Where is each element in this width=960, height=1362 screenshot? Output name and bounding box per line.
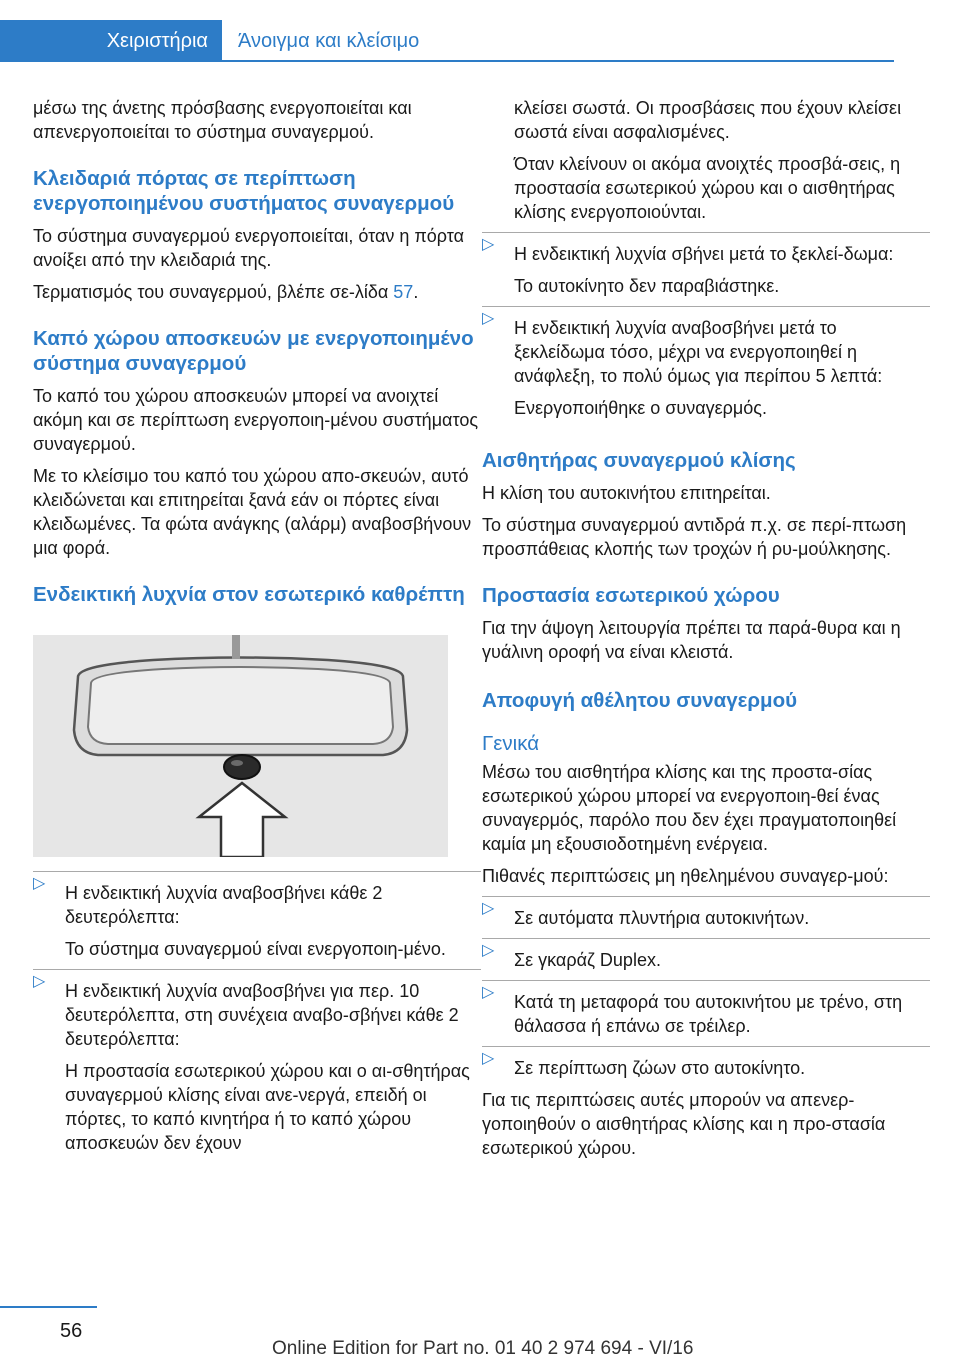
cases-intro-paragraph: Πιθανές περιπτώσεις μη ηθελημένου συναγερ-μού: (482, 866, 889, 886)
list-item-subtext: Η προστασία εσωτερικού χώρου και ο αι-σθητήρας συναγερμού κλίσης είναι ανε-νεργά, επειδή οι πόρτες, το καπό κινητήρα ή το καπό χώρου αποσκευών δεν έχουν (65, 1061, 470, 1153)
mirror-glass (88, 667, 393, 744)
list-item-subtext: Ενεργοποιήθηκε ο συναγερμός. (514, 398, 767, 418)
list-item (33, 871, 481, 961)
arrow-up-icon (199, 783, 285, 857)
triangle-bullet-icon: ▷ (482, 1050, 495, 1067)
list-item (33, 969, 481, 1155)
list-item-text: Η ενδεικτική λυχνία αναβοσβήνει μετά το ξεκλείδωμα τόσο, μέχρι να ενεργοποιηθεί η ανάφλεξη, το πολύ όμως για περίπου 5 λεπτά: (514, 318, 883, 386)
heading-general: Γενικά (482, 732, 540, 755)
list-item-text: Σε αυτόματα πλυντήρια αυτοκινήτων. (514, 908, 810, 928)
list-item-text: Κατά τη μεταφορά του αυτοκινήτου με τρένο, στη θάλασσα ή επάνω σε τρέιλερ. (514, 992, 903, 1036)
lamp-highlight (231, 760, 243, 766)
tilt-paragraph-2: Το σύστημα συναγερμού αντιδρά π.χ. σε περί-πτωση προσπάθειας κλοπής των τροχών ή ρυ-μούλκησης. (482, 515, 907, 559)
trunk-paragraph-1: Το καπό του χώρου αποσκευών μπορεί να ανοιχτεί ακόμη και σε περίπτωση ενεργοποιη-μένου συστήματος συναγερμού. (33, 386, 479, 454)
door-lock-paragraph: Το σύστημα συναγερμού ενεργοποιείται, όταν η πόρτα ανοίξει από την κλειδαριά της. (33, 226, 465, 270)
heading-tilt-sensor: Αισθητήρας συναγερμού κλίσης (482, 449, 796, 472)
unlock-indicator-list (482, 232, 930, 420)
page-reference-link[interactable]: 57 (393, 282, 414, 302)
list-item-text: Η ενδεικτική λυχνία αναβοσβήνει κάθε 2 δευτερόλεπτα: (65, 883, 383, 927)
interior-paragraph: Για την άψογη λειτουργία πρέπει τα παρά-θυρα και η γυάλινη οροφή να είναι κλειστά. (482, 618, 901, 662)
header-divider (222, 60, 894, 62)
rearview-mirror-illustration (33, 635, 448, 857)
continued-paragraph-1: κλείσει σωστά. Οι προσβάσεις που έχουν κλείσει σωστά είναι ασφαλισμένες. (514, 98, 902, 142)
triangle-bullet-icon: ▷ (482, 236, 495, 253)
right-column (482, 96, 930, 1168)
final-paragraph: Για τις περιπτώσεις αυτές μπορούν να απενερ-γοποιηθούν ο αισθητήρας κλίσης και η προ-στασία εσωτερικού χώρου. (482, 1090, 886, 1158)
termination-paragraph (33, 280, 481, 304)
heading-trunk-lid: Καπό χώρου αποσκευών με ενεργοποιημένο σύστημα συναγερμού (33, 327, 474, 375)
mirror-drawing (33, 635, 448, 857)
page-header (0, 20, 900, 62)
triangle-bullet-icon: ▷ (482, 984, 495, 1001)
triangle-bullet-icon: ▷ (482, 942, 495, 959)
chapter-tab[interactable]: Χειριστήρια (0, 20, 222, 62)
trunk-paragraph-2: Με το κλείσιμο του καπό του χώρου απο-σκευών, αυτό κλειδώνεται και επιτηρείται ξανά εάν οι πόρτες είναι κλειδωμένες. Τα φώτα ανάγκης (αλάρμ) αναβοσβήνουν μια φορά. (33, 466, 472, 558)
triangle-bullet-icon: ▷ (482, 310, 495, 327)
false-alarm-cases-list (482, 896, 930, 1080)
list-item-text: Η ενδεικτική λυχνία αναβοσβήνει για περ. 10 δευτερόλεπτα, στη συνέχεια αναβο-σβήνει κάθε 2 δευτερόλεπτα: (65, 981, 459, 1049)
list-item-subtext: Το αυτοκίνητο δεν παραβιάστηκε. (514, 276, 780, 296)
indicator-lamp-icon (224, 755, 260, 779)
list-item (482, 232, 930, 298)
page-number: 56 (60, 1320, 83, 1342)
list-item (482, 896, 930, 930)
left-column (33, 96, 481, 1163)
continued-paragraph-2: Όταν κλείνουν οι ακόμα ανοιχτές προσβά-σεις, η προστασία εσωτερικού χώρου και ο αισθητήρας κλίσης ενεργοποιούνται. (514, 154, 901, 222)
list-item (482, 1046, 930, 1080)
triangle-bullet-icon: ▷ (33, 973, 46, 990)
list-item (482, 938, 930, 972)
general-paragraph: Μέσω του αισθητήρα κλίσης και της προστα-σίας εσωτερικού χώρου μπορεί να ενεργοποιη-θεί ένας συναγερμός, παρόλο που δεν έχει πραγματοποιηθεί καμία μη εξουσιοδοτημένη ενέργεια. (482, 762, 897, 854)
list-item (482, 306, 930, 420)
indicator-lamp-list (33, 871, 481, 1155)
tilt-paragraph-1: Η κλίση του αυτοκινήτου επιτηρείται. (482, 483, 771, 503)
triangle-bullet-icon: ▷ (482, 900, 495, 917)
list-item-text: Σε γκαράζ Duplex. (514, 950, 661, 970)
section-title[interactable]: Άνοιγμα και κλείσιμο (238, 30, 420, 52)
heading-interior-protection: Προστασία εσωτερικού χώρου (482, 584, 780, 607)
intro-paragraph: μέσω της άνετης πρόσβασης ενεργοποιείται και απενεργοποιείται το σύστημα συναγερμού. (33, 98, 412, 142)
triangle-bullet-icon: ▷ (33, 875, 46, 892)
heading-indicator-lamp: Ενδεικτική λυχνία στον εσωτερικό καθρέπτη (33, 583, 465, 606)
heading-avoid-false-alarm: Αποφυγή αθέλητου συναγερμού (482, 689, 798, 712)
footer-divider (0, 1306, 97, 1308)
list-item-subtext: Το σύστημα συναγερμού είναι ενεργοποιη-μένο. (65, 939, 446, 959)
termination-period: . (413, 282, 419, 302)
list-item-text: Σε περίπτωση ζώων στο αυτοκίνητο. (514, 1058, 806, 1078)
termination-text: Τερματισμός του συναγερμού, βλέπε σε-λίδα (33, 282, 389, 302)
continued-text (482, 96, 930, 224)
edition-footer: Online Edition for Part no. 01 40 2 974 694 - VI/16 (272, 1338, 694, 1359)
list-item (482, 980, 930, 1038)
list-item-text: Η ενδεικτική λυχνία σβήνει μετά το ξεκλεί-δωμα: (514, 244, 894, 264)
heading-door-lock: Κλειδαριά πόρτας σε περίπτωση ενεργοποιημένου συστήματος συναγερμού (33, 167, 455, 215)
